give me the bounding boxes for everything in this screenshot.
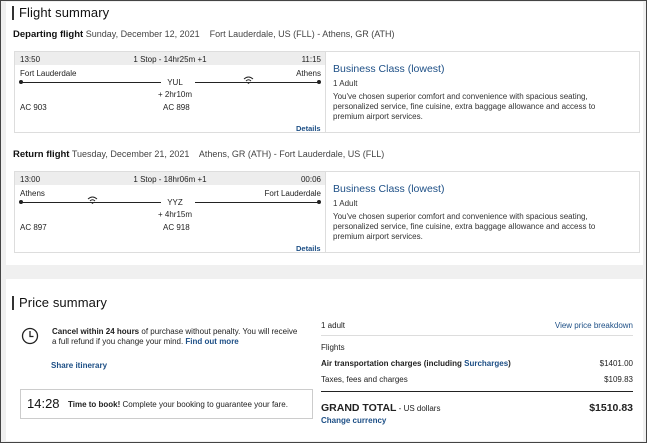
timer-message-text: Complete your booking to guarantee your fare. — [120, 400, 288, 409]
title-accent-bar — [12, 6, 14, 20]
booking-timer-box — [20, 389, 313, 419]
taxes-label: Taxes, fees and charges — [321, 375, 408, 384]
departing-flight-label: Departing flight — [13, 29, 84, 40]
return-flight-route: Athens, GR (ATH) - Fort Lauderdale, US (FLL) — [198, 149, 385, 159]
card-divider — [325, 52, 326, 132]
cabin-description: You've chosen superior comfort and convenience with spacious seating, personalized service, fine cuisine, extra baggage allowance and access to premium airport services. — [333, 212, 596, 241]
surcharges-link[interactable]: Surcharges — [464, 359, 509, 368]
destination-city: Athens — [296, 69, 321, 78]
flight-summary-panel — [6, 2, 643, 265]
air-charges-value: $1401.00 — [599, 359, 633, 368]
passenger-count: 1 adult — [321, 321, 346, 330]
divider — [321, 335, 633, 336]
cabin-class: Business Class (lowest) — [333, 183, 445, 195]
flight-number-2: AC 898 — [163, 103, 190, 112]
air-charges-label — [321, 359, 511, 368]
title-accent-bar — [12, 296, 14, 310]
layover-duration: + 2hr10m — [157, 90, 193, 99]
flights-heading: Flights — [321, 343, 345, 352]
countdown-timer: 14:28 — [27, 396, 60, 411]
price-summary-title: Price summary — [19, 295, 107, 310]
cabin-class: Business Class (lowest) — [333, 63, 445, 75]
arrive-time: 11:15 — [301, 55, 321, 64]
taxes-value: $109.83 — [604, 375, 633, 384]
view-price-breakdown-link[interactable]: View price breakdown — [554, 321, 633, 330]
card-divider — [325, 172, 326, 252]
cancel-policy-text-2: a full refund if you change your mind. — [52, 337, 184, 346]
details-link[interactable]: Details — [296, 124, 321, 133]
flight-number-1: AC 903 — [20, 103, 47, 112]
total-rule — [321, 391, 633, 392]
destination-dot — [317, 80, 321, 84]
details-link[interactable]: Details — [296, 244, 321, 253]
depart-time: 13:00 — [20, 175, 41, 184]
passenger-count: 1 Adult — [333, 199, 358, 208]
wifi-icon — [243, 76, 254, 84]
flight-number-1: AC 897 — [20, 223, 47, 232]
arrive-time: 00:06 — [300, 175, 321, 184]
route-line-right — [195, 82, 319, 83]
find-out-more-link[interactable]: Find out more — [185, 337, 239, 346]
departing-flight-date: Sunday, December 12, 2021 — [85, 29, 200, 39]
return-flight-heading — [13, 149, 384, 160]
origin-city: Athens — [20, 189, 45, 198]
route-line-right — [195, 202, 319, 203]
cancel-policy-text: of purchase without penalty. You will receive — [139, 327, 298, 336]
stop-code: YUL — [167, 78, 183, 87]
timer-message-bold: Time to book! — [68, 400, 121, 409]
flight-number-2: AC 918 — [163, 223, 190, 232]
departing-flight-card — [14, 51, 640, 133]
clock-icon — [21, 327, 39, 345]
depart-time: 13:50 — [20, 55, 41, 64]
route-line-left — [21, 82, 161, 83]
price-summary-panel — [6, 279, 643, 441]
layover-duration: + 4hr15m — [157, 210, 193, 219]
air-charges-close: ) — [508, 359, 511, 368]
change-currency-link[interactable]: Change currency — [321, 416, 387, 425]
passenger-count: 1 Adult — [333, 79, 358, 88]
return-flight-label: Return flight — [13, 149, 70, 160]
wifi-icon — [87, 196, 98, 204]
return-flight-date: Tuesday, December 21, 2021 — [71, 149, 190, 159]
cancel-policy-line-1 — [52, 327, 297, 336]
grand-total-label — [321, 402, 440, 414]
cancel-policy-line-2 — [52, 337, 239, 346]
grand-total-currency: - US dollars — [396, 404, 441, 413]
air-charges-text: Air transportation charges (including — [321, 359, 465, 368]
share-itinerary-link[interactable]: Share itinerary — [51, 361, 108, 370]
stop-code: YYZ — [167, 198, 183, 207]
flight-summary-title: Flight summary — [19, 5, 110, 20]
departing-flight-route: Fort Lauderdale, US (FLL) - Athens, GR (ATH) — [209, 29, 395, 39]
destination-dot — [317, 200, 321, 204]
stops-duration: 1 Stop - 14hr25m +1 — [133, 55, 207, 64]
stops-duration: 1 Stop - 18hr06m +1 — [133, 175, 207, 184]
cancel-policy-bold: Cancel within 24 hours — [52, 327, 140, 336]
destination-city: Fort Lauderdale — [264, 189, 321, 198]
departing-flight-heading — [13, 29, 395, 40]
origin-city: Fort Lauderdale — [20, 69, 77, 78]
cabin-description: You've chosen superior comfort and convenience with spacious seating, personalized service, fine cuisine, extra baggage allowance and access to premium airport services. — [333, 92, 596, 121]
return-flight-card — [14, 171, 640, 253]
grand-total-value: $1510.83 — [589, 402, 633, 414]
grand-total-title: GRAND TOTAL — [321, 402, 397, 414]
timer-message — [68, 400, 288, 409]
